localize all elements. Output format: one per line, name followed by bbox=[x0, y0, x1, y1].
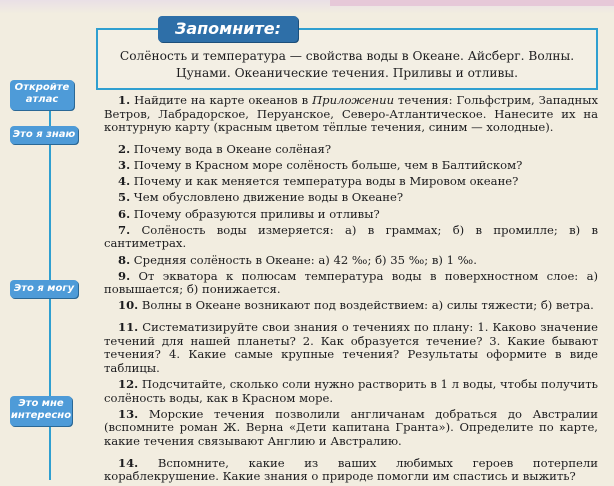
question-text: Солёность воды измеряется: а) в граммах; б) в промилле; в) в сантиметрах. bbox=[104, 222, 598, 251]
question-number: 5. bbox=[118, 190, 131, 205]
question-text: Вспомните, какие из ваших любимых героев потерпели кораблекрушение. Какие знания о природе помогли им спастись и выжить? bbox=[104, 455, 599, 484]
badge-interesting bbox=[10, 396, 72, 426]
badge-open-atlas bbox=[10, 80, 74, 110]
question-number: 4. bbox=[118, 174, 131, 189]
badge-i-know: Это я знаю bbox=[10, 126, 78, 144]
question-number: 12. bbox=[118, 377, 139, 392]
question-item bbox=[104, 270, 598, 297]
question-number: 14. bbox=[118, 455, 139, 470]
question-item bbox=[104, 208, 598, 222]
question-text: Систематизируйте свои знания о течениях по плану: 1. Каково значение течений для нашей планеты? 2. Как образуется течение? 3. Какие бывают течения? 4. Какие самые крупные течения? Результаты оформите в виде таблицы. bbox=[104, 320, 598, 375]
question-item bbox=[104, 408, 598, 449]
question-text-italic: Приложении bbox=[312, 93, 395, 107]
question-text: Морские течения позволили англичанам добраться до Австралии (вспомните роман Ж. Верна «Дети капитана Гранта»). Определите по карте, какие течения связывают Англию и Австралию. bbox=[104, 406, 599, 448]
badge-open-atlas-line2: атлас bbox=[25, 94, 59, 105]
question-item bbox=[104, 94, 598, 135]
pink-strip bbox=[330, 0, 614, 6]
badge-open-atlas-line1: Откройте bbox=[14, 82, 70, 93]
question-item bbox=[104, 224, 598, 251]
question-number: 11. bbox=[118, 320, 139, 335]
question-text: Почему образуются приливы и отливы? bbox=[133, 206, 380, 221]
question-list bbox=[104, 94, 598, 486]
question-number: 8. bbox=[118, 252, 131, 267]
question-number: 2. bbox=[118, 141, 131, 156]
question-number: 3. bbox=[118, 157, 131, 172]
question-item bbox=[104, 299, 598, 313]
question-text: Почему вода в Океане солёная? bbox=[133, 141, 332, 156]
top-strip bbox=[0, 0, 614, 14]
question-text: Чем обусловлено движение воды в Океане? bbox=[133, 190, 404, 205]
question-text-pre: Найдите на карте океанов в bbox=[134, 93, 313, 107]
remember-text: Солёность и температура — свойства воды в Океане. Айсберг. Волны. Цунами. Океанические течения. Приливы и отливы. bbox=[119, 49, 575, 80]
badge-interesting-line1: Это мне bbox=[18, 398, 64, 409]
question-number: 10. bbox=[118, 298, 139, 313]
remember-title: Запомните: bbox=[158, 16, 298, 42]
question-item bbox=[104, 159, 598, 173]
question-text: Почему и как меняется температура воды в Мировом океане? bbox=[133, 174, 519, 189]
question-text: Почему в Красном море солёность больше, чем в Балтийском? bbox=[133, 157, 523, 172]
question-text: Средняя солёность в Океане: а) 42 ‰; б) 35 ‰; в) 1 ‰. bbox=[133, 252, 477, 267]
question-item bbox=[104, 143, 598, 157]
badge-interesting-line2: интересно bbox=[10, 410, 72, 421]
question-text: Волны в Океане возникают под воздействием: а) силы тяжести; б) ветра. bbox=[141, 298, 594, 313]
badge-i-can: Это я могу bbox=[10, 280, 78, 298]
question-number: 6. bbox=[118, 206, 131, 221]
question-number: 9. bbox=[118, 268, 131, 283]
question-text: Подсчитайте, сколько соли нужно растворить в 1 л воды, чтобы получить солёность воды, как в Красном море. bbox=[104, 377, 598, 405]
question-text-post: течения: Гольфстрим, Западных Ветров, Лабрадорское, Перуанское, Северо-Атлантическое. Нанесите их на контурную карту (красным цветом тёплые течения, синим — холодные). bbox=[104, 93, 598, 135]
question-item bbox=[104, 254, 598, 268]
question-item bbox=[104, 175, 598, 189]
question-text: От экватора к полюсам температура воды в поверхностном слое: а) повышается; б) понижается. bbox=[104, 268, 599, 297]
question-number: 1. bbox=[118, 93, 131, 107]
question-item bbox=[104, 321, 598, 375]
question-item bbox=[104, 191, 598, 205]
question-item bbox=[104, 378, 598, 405]
question-number: 13. bbox=[118, 406, 139, 421]
question-number: 7. bbox=[118, 222, 131, 237]
